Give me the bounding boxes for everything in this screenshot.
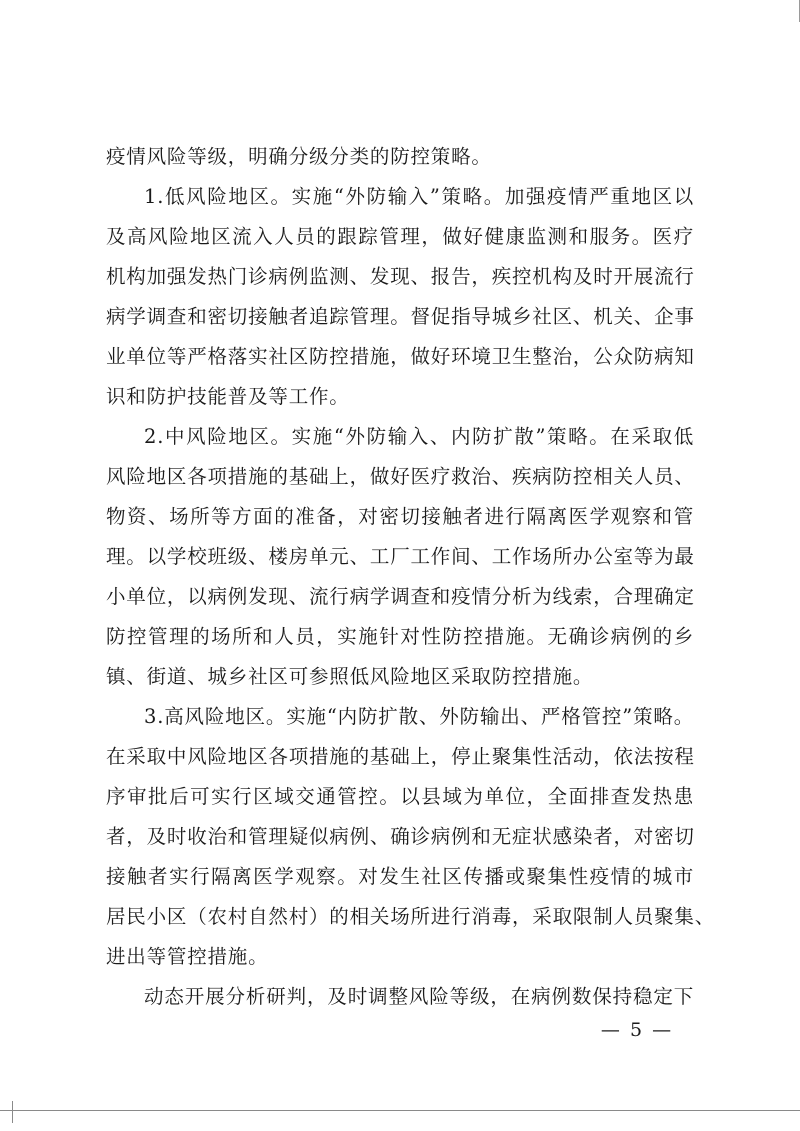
- footer-rule: [0, 1110, 800, 1111]
- text-line: 机构加强发热门诊病例监测、发现、报告，疾控机构及时开展流行: [106, 265, 695, 288]
- text-line: 序审批后可实行区域交通管控。以县域为单位，全面排查发热患: [106, 785, 694, 808]
- text-line: 物资、场所等方面的准备，对密切接触者进行隔离医学观察和管: [106, 505, 694, 528]
- footer-tick: [12, 1101, 13, 1123]
- page-number: — 5 —: [600, 1019, 674, 1041]
- text-line: 小单位，以病例发现、流行病学调查和疫情分析为线索，合理确定: [106, 585, 695, 608]
- text-line: 及高风险地区流入人员的跟踪管理，做好健康监测和服务。医疗: [106, 225, 694, 248]
- text-line: 3.高风险地区。实施“内防扩散、外防输出、严格管控”策略。: [144, 705, 694, 728]
- text-line: 风险地区各项措施的基础上，做好医疗救治、疾病防控相关人员、: [106, 465, 695, 488]
- text-line: 者，及时收治和管理疑似病例、确诊病例和无症状感染者，对密切: [106, 825, 695, 848]
- text-line: 识和防护技能普及等工作。: [106, 385, 350, 408]
- text-line: 疫情风险等级，明确分级分类的防控策略。: [106, 145, 492, 168]
- text-line: 接触者实行隔离医学观察。对发生社区传播或聚集性疫情的城市: [106, 865, 694, 888]
- text-line: 1.低风险地区。实施“外防输入”策略。加强疫情严重地区以: [144, 185, 694, 208]
- text-line: 理。以学校班级、楼房单元、工厂工作间、工作场所办公室等为最: [106, 545, 695, 568]
- text-line: 进出等管控措施。: [106, 945, 269, 968]
- text-line: 2.中风险地区。实施“外防输入、内防扩散”策略。在采取低: [144, 425, 694, 448]
- text-line: 居民小区（农村自然村）的相关场所进行消毒，采取限制人员聚集、: [106, 905, 716, 928]
- text-line: 动态开展分析研判，及时调整风险等级，在病例数保持稳定下: [144, 985, 694, 1008]
- text-line: 镇、街道、城乡社区可参照低风险地区采取防控措施。: [106, 665, 594, 688]
- text-line: 病学调查和密切接触者追踪管理。督促指导城乡社区、机关、企事: [106, 305, 695, 328]
- text-line: 业单位等严格落实社区防控措施，做好环境卫生整治，公众防病知: [106, 345, 695, 368]
- text-line: 防控管理的场所和人员，实施针对性防控措施。无确诊病例的乡: [106, 625, 694, 648]
- text-line: 在采取中风险地区各项措施的基础上，停止聚集性活动，依法按程: [106, 745, 695, 768]
